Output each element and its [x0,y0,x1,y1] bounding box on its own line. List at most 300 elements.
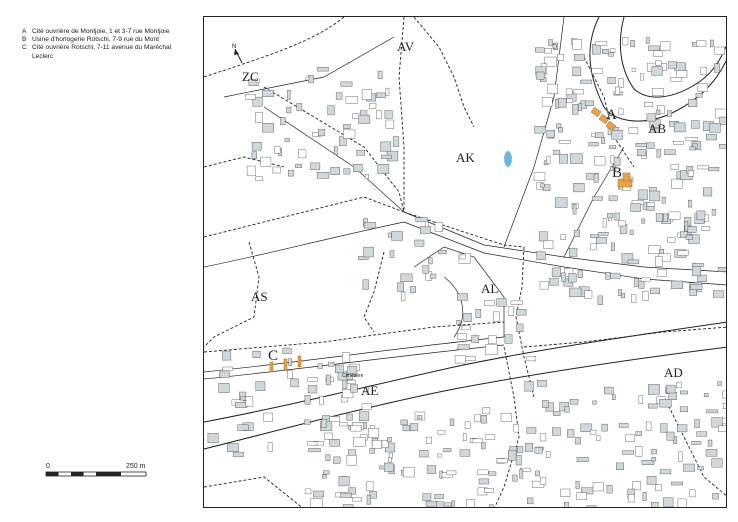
building-footprint [493,312,500,321]
building-footprint [331,167,340,175]
building-footprint [330,439,340,446]
building-footprint [347,455,357,465]
building-footprint [544,241,553,249]
building-footprint [462,326,471,330]
building-footprint [309,448,321,452]
building-footprint [536,72,544,79]
building-footprint [378,164,389,173]
building-footprint [696,93,702,97]
building-footprint [274,147,280,154]
building-footprint [619,221,626,226]
building-footprint [444,448,451,451]
legend-item-c [22,44,194,60]
building-footprint [288,170,294,176]
building-footprint [567,429,574,437]
building-footprint [546,452,550,458]
building-footprint [626,435,635,442]
building-footprint [562,273,566,282]
building-footprint [431,274,437,278]
building-footprint [291,379,299,387]
building-footprint [616,463,624,470]
building-footprint [378,71,382,79]
building-footprint [457,294,467,301]
building-footprint [381,155,391,159]
building-footprint [719,144,727,148]
building-footprint [709,167,719,171]
building-footprint [535,126,546,133]
building-footprint [317,172,329,178]
building-footprint [548,84,558,94]
building-footprint [326,455,330,461]
building-footprint [517,324,524,332]
building-footprint [438,431,445,435]
building-footprint [264,413,273,422]
building-footprint [704,394,708,397]
building-footprint [313,491,323,497]
building-footprint [472,439,483,443]
building-footprint [564,502,568,508]
building-footprint [610,273,620,278]
building-footprint [688,200,691,207]
building-footprint [577,457,588,462]
building-footprint [376,93,385,98]
building-footprint [346,96,358,103]
building-footprint [657,149,661,157]
building-footprint [344,169,350,174]
building-footprint [647,143,655,149]
building-footprint [638,190,647,200]
building-footprint [372,440,382,448]
building-footprint [597,436,601,441]
building-footprint [585,291,592,299]
building-footprint [661,42,670,51]
building-footprint [287,90,290,99]
building-footprint [252,152,257,159]
building-footprint [710,123,721,132]
scale-bar [44,460,184,490]
building-footprint [692,266,701,276]
building-footprint [708,440,712,446]
building-footprint [438,454,442,457]
building-footprint [698,84,708,92]
building-footprint [655,257,663,267]
scale-start-label: 0 [46,463,50,470]
building-footprint [541,184,545,188]
legend-text: Cité ouvrière de Montjoie, 1 et 3-7 rue Montjoie [32,28,170,35]
building-footprint [511,301,523,304]
building-footprint [578,271,583,278]
building-footprint [428,258,432,264]
building-footprint [656,110,660,115]
building-footprint [351,425,362,431]
building-footprint [489,472,496,476]
building-footprint [287,107,292,113]
building-footprint [559,154,568,163]
building-footprint [686,235,693,239]
building-footprint [401,420,408,425]
building-footprint [713,291,724,298]
building-footprint [542,400,548,407]
building-footprint [576,481,579,488]
building-footprint [646,422,651,431]
building-footprint [714,64,720,73]
building-footprint [343,130,355,139]
building-footprint [648,46,659,51]
building-footprint [703,188,712,196]
building-footprint [677,425,687,432]
building-footprint [283,348,292,354]
building-footprint [311,499,323,509]
building-footprint [671,281,682,289]
building-footprint [479,479,489,484]
buildings [208,37,727,508]
legend-letter: C [22,44,27,52]
building-footprint [547,156,550,164]
building-footprint [651,288,660,294]
building-footprint [362,404,371,410]
building-footprint [525,443,533,451]
building-footprint [673,141,683,144]
building-footprint [547,130,555,137]
building-footprint [305,489,311,494]
building-footprint [505,335,512,344]
building-footprint [667,385,676,393]
building-footprint [447,471,456,475]
building-footprint [238,425,249,431]
building-footprint [359,412,369,421]
zone-label-ad: AD [664,365,683,380]
building-footprint [578,104,581,111]
building-footprint [450,419,454,426]
building-footprint [592,197,603,201]
building-footprint [508,307,513,316]
building-footprint [255,113,262,123]
building-footprint [554,150,560,155]
building-footprint [393,137,399,147]
building-footprint [668,238,676,243]
building-footprint [631,295,636,303]
building-footprint [667,432,674,440]
legend-text: Usine d'horlogerie Rotschi, 7-9 rue du Mont [32,36,159,44]
building-footprint [298,150,306,158]
building-footprint [482,408,490,414]
zone-label-zc: ZC [242,69,259,84]
building-footprint [603,219,607,227]
building-footprint [252,142,261,150]
building-footprint [384,463,393,471]
building-footprint [484,488,493,492]
building-footprint [677,70,687,77]
building-footprint [636,143,647,147]
building-footprint [558,98,566,107]
building-footprint [306,77,309,80]
building-footprint [646,38,649,44]
building-footprint [557,54,564,61]
building-footprint [695,420,700,428]
building-footprint [581,424,592,432]
cemetery-label: Cimetière [342,373,364,379]
building-footprint [702,227,710,231]
building-footprint [304,420,310,425]
building-footprint [508,451,516,461]
building-footprint [417,416,422,420]
building-footprint [455,356,465,363]
building-footprint [602,424,608,431]
building-footprint [367,495,371,504]
building-footprint [680,391,688,394]
building-footprint [574,54,584,60]
building-footprint [650,191,660,201]
building-footprint [573,204,576,214]
building-footprint [572,104,578,114]
building-footprint [484,301,494,306]
building-footprint [467,499,475,508]
building-footprint [305,395,311,404]
building-footprint [667,111,671,117]
building-footprint [596,42,607,46]
building-footprint [420,450,429,457]
building-footprint [607,485,612,493]
zone-label-av: AV [397,39,415,54]
building-footprint [684,464,695,471]
building-footprint [297,103,302,110]
legend-item-b [22,36,194,44]
building-footprint [311,163,320,170]
building-footprint [246,94,256,99]
building-footprint [516,455,521,465]
building-footprint [347,414,353,420]
building-footprint [235,402,247,408]
building-footprint [516,309,526,315]
building-footprint [410,424,418,431]
building-footprint [569,248,577,256]
building-footprint [710,40,713,47]
legend [22,28,194,61]
building-footprint [452,501,455,508]
building-footprint [569,288,581,297]
building-footprint [458,345,470,350]
building-footprint [322,419,327,427]
building-footprint [671,164,678,170]
building-footprint [718,382,722,386]
building-footprint [634,278,638,286]
building-footprint [445,503,452,507]
north-arrow-icon [232,44,242,63]
building-footprint [392,232,403,241]
building-footprint [643,492,647,500]
building-footprint [649,246,661,254]
building-footprint [457,334,466,340]
building-footprint [716,109,727,118]
building-footprint [565,406,570,412]
building-footprint [476,309,481,318]
building-footprint [343,505,353,509]
building-footprint [604,387,613,394]
building-footprint [386,120,394,128]
building-footprint [364,247,374,257]
building-footprint [595,133,603,138]
building-footprint [334,147,337,155]
building-footprint [438,250,446,254]
building-footprint [208,433,218,442]
building-footprint [389,453,393,458]
building-footprint [376,111,381,119]
building-footprint [343,379,347,388]
building-footprint [628,260,639,264]
building-footprint [401,292,405,301]
building-footprint [322,475,326,478]
building-footprint [308,378,318,382]
building-footprint [637,149,646,156]
building-footprint [435,223,443,232]
building-footprint [273,167,281,173]
building-footprint [601,137,604,144]
north-label: N [232,44,237,50]
building-footprint [539,232,547,241]
building-footprint [570,399,578,404]
building-footprint [698,166,709,169]
building-footprint [590,235,599,238]
building-footprint [253,351,261,358]
building-footprint [592,69,603,74]
building-footprint [671,482,682,485]
building-footprint [520,470,523,479]
building-footprint [555,198,567,208]
building-footprint [598,296,603,305]
building-footprint [697,41,707,46]
river-banks [204,17,727,449]
building-footprint [647,202,655,206]
building-footprint [652,457,656,461]
building-footprint [688,99,697,106]
building-footprint [398,283,404,292]
building-footprint [690,490,696,497]
building-footprint [323,471,329,475]
building-footprint [485,435,495,440]
building-footprint [712,209,716,215]
building-footprint [611,49,615,53]
building-footprint [478,470,489,474]
building-footprint [223,367,233,370]
building-footprint [671,77,682,81]
building-footprint [592,44,600,54]
building-footprint [574,90,584,94]
building-footprint [608,77,616,83]
building-footprint [641,278,650,282]
building-footprint [463,434,466,441]
building-footprint [420,226,430,233]
building-footprint [653,51,662,57]
building-footprint [609,146,616,149]
building-footprint [457,320,461,324]
building-footprint [535,471,539,476]
building-footprint [365,174,369,179]
building-footprint [363,280,369,290]
building-footprint [540,282,549,290]
site-label-c: C [268,348,279,364]
building-footprint [618,289,621,295]
building-footprint [674,123,685,132]
building-footprint [550,278,559,285]
building-footprint [219,372,229,378]
building-footprint [287,371,292,379]
building-footprint [655,485,661,491]
building-footprint [330,417,340,422]
building-footprint [540,434,546,441]
building-footprint [281,117,286,125]
building-footprint [475,415,481,422]
zone-label-ae: AE [361,383,379,398]
building-footprint [385,111,393,119]
building-footprint [692,441,701,444]
building-footprint [619,109,623,115]
building-footprint [256,382,265,391]
building-footprint [497,299,507,307]
building-footprint [612,395,615,400]
building-footprint [537,252,546,260]
building-footprint [569,273,577,282]
building-footprint [697,211,705,220]
building-footprint [685,221,688,231]
building-footprint [651,449,656,454]
building-footprint [678,251,689,256]
building-footprint [401,274,413,282]
scale-end-label: 250 m [126,463,146,470]
building-footprint [410,287,416,293]
building-footprint [370,448,375,453]
building-footprint [594,174,598,182]
building-footprint [353,164,362,171]
building-footprint [652,89,663,96]
building-footprint [639,396,643,404]
building-footprint [686,137,698,141]
building-footprint [403,425,410,431]
building-footprint [672,179,683,188]
building-footprint [713,494,719,500]
building-footprint [718,267,727,271]
building-footprint [606,272,611,279]
building-footprint [585,101,594,106]
building-footprint [612,130,623,139]
building-footprint [415,240,424,246]
building-footprint [647,476,656,484]
building-footprint [436,502,443,508]
building-footprint [233,452,244,457]
building-footprint [553,45,556,49]
building-footprint [688,171,694,177]
building-footprint [661,424,668,433]
building-footprint [590,430,596,434]
building-footprint [460,255,466,259]
building-footprint [693,263,704,266]
building-footprint [599,232,609,235]
building-footprint [320,396,324,405]
building-footprint [593,401,597,404]
building-footprint [362,90,372,100]
building-footprint [623,37,629,45]
building-footprint [676,382,681,388]
building-footprint [343,124,350,128]
building-footprint [647,114,656,121]
building-footprint [527,498,533,504]
building-footprint [631,40,635,46]
building-footprint [335,365,343,373]
building-footprint [567,99,573,103]
zone-label-ak: AK [456,150,475,165]
building-footprint [657,270,666,277]
building-footprint [662,197,665,203]
building-footprint [527,357,536,361]
